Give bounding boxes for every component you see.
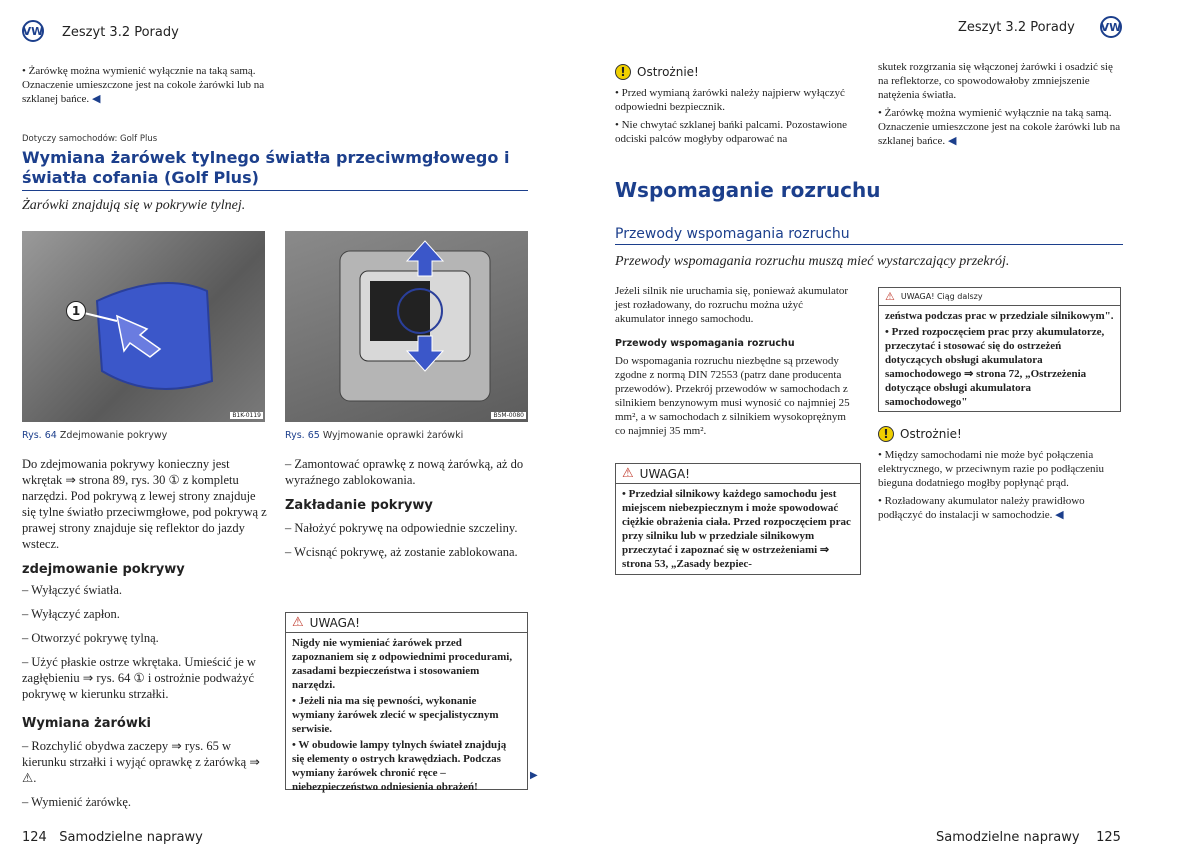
figure-65-caption: Rys. 65 Wyjmowanie oprawki żarówki: [285, 430, 464, 441]
main-title: Wspomaganie rozruchu: [615, 178, 881, 202]
step-item: – Użyć płaskie ostrze wkrętaka. Umieścić je w zagłębieniu ⇒ rys. 64 ① i ostrożnie podważyć pokrywę w kierunku strzałki.: [22, 655, 256, 701]
step-item: – Wymienić żarówkę.: [22, 795, 132, 809]
warning-continued-box: [878, 287, 1121, 412]
caution-icon: !: [615, 64, 631, 80]
figure-code: B1K-0119: [232, 412, 261, 419]
subsection-title: zdejmowanie pokrywy: [22, 562, 185, 577]
step-item: – Zamontować oprawkę z nową żarówką, aż do wyraźnego zablokowania.: [285, 457, 524, 487]
steps-list: [22, 582, 267, 702]
page-footer: Samodzielne naprawy 125: [936, 830, 1121, 845]
intro-paragraph: Do zdejmowania pokrywy konieczny jest wkrętak ⇒ strona 89, rys. 30 ① z kompletu narzędzi. Pod pokrywą z lewej strony znajduje się tylne światło przeciwmgłowe, pod pokrywą z prawej strony znajduje się reflektor do jazdy wstecz.: [22, 457, 267, 551]
figure-64: [22, 231, 265, 422]
step-item: – Wcisnąć pokrywę, aż zostanie zablokowana.: [285, 545, 518, 559]
step-item: – Rozchylić obydwa zaczepy ⇒ rys. 65 w kierunku strzałki i wyjąć oprawkę z żarówką ⇒ ⚠.: [22, 739, 260, 785]
warning-box: [615, 463, 861, 575]
caution-list: [615, 86, 860, 146]
warning-title: ⚠ UWAGA!: [616, 464, 860, 484]
warning-body: • Przedział silnikowy każdego samochodu jest miejscem niebezpiecznym i może spowodować ciężkie obrażenia ciała. Przed rozpoczęciem prac przy silniku lub w przedziale silnikowym przeczytać i zapoznać się w ostrzeżeniami ⇒ strona 53, „Zasady bezpiec-: [622, 488, 851, 570]
subsection-title: Zakładanie pokrywy: [285, 498, 433, 513]
section-title: Wymiana żarówek tylnego światła przeciwmgłowego i światła cofania (Golf Plus): [22, 148, 510, 187]
callout-1: 1: [66, 301, 86, 321]
continued-text: skutek rozgrzania się włączonej żarówki i osadzić się na reflektorze, co spowodowałoby zmniejszenie natężenia światła. • Żarówkę można wymienić wyłącznie na taką samą. Oznaczenie umieszczone jest na cokole żarówki lub na szklanej bańce. ◀: [878, 61, 1121, 147]
caution-list: [878, 448, 1121, 522]
caution-heading: ! Ostrożnie!: [615, 64, 699, 80]
step-item: – Wyłączyć światła.: [22, 583, 123, 597]
warning-triangle-icon: ⚠: [292, 615, 304, 630]
sub-heading: Przewody wspomagania rozruchu: [615, 338, 795, 349]
caution-item: • Przed wymianą żarówki należy najpierw wyłączyć odpowiedni bezpiecznik.: [615, 87, 845, 113]
warning-triangle-icon: ⚠: [885, 290, 895, 303]
page-footer: 124 Samodzielne naprawy: [22, 830, 203, 845]
page-header: Zeszyt 3.2 Porady: [62, 25, 179, 40]
vw-logo-icon: VW: [22, 20, 44, 42]
caution-item: • Między samochodami nie może być połączenia elektrycznego, w przeciwnym razie po podłączeniu bieguna dodatniego mogłby popłynąć prąd.: [878, 449, 1105, 489]
paragraph: Do wspomagania rozruchu niezbędne są przewody zgodne z normą DIN 72553 (patrz dane producenta przewodów). Przekrój przewodów w samochodach z silnikiem benzynowym musi wynosić co najmniej 25 mm², a w samochodach z silnikiem wysokoprężnym co najmniej 35 mm².: [615, 355, 850, 437]
warning-triangle-icon: ⚠: [622, 466, 634, 481]
intro-bullet: • Żarówkę można wymienić wyłącznie na taką samą. Oznaczenie umieszczone jest na cokole żarówki lub na szklanej bańce. ◀: [22, 65, 265, 105]
warning-item: • W obudowie lampy tylnych świateł znajdują się elementy o ostrych krawędziach. Podczas wymiany żarówek chronić ręce – niebezpieczeństwo odniesienia obrażeń!: [292, 739, 507, 793]
step-item: – Otworzyć pokrywę tylną.: [22, 631, 159, 645]
warning-title: ⚠ UWAGA!: [286, 613, 527, 633]
caution-item: • Rozładowany akumulator należy prawidłowo podłączyć do instalacji w samochodzie. ◀: [878, 495, 1085, 521]
caution-heading: ! Ostrożnie!: [878, 426, 962, 442]
section-subtitle: Żarówki znajdują się w pokrywie tylnej.: [22, 198, 246, 213]
warning-item: • Przed rozpoczęciem prac przy akumulatorze, przeczytać i stosować się do ostrzeżeń dotyczących obsługi akumulatora samochodowego ⇒ strona 72, „Ostrzeżenia dotyczące obsługi akumulatora samochodowego": [885, 326, 1105, 408]
warning-title: ⚠ UWAGA! Ciąg dalszy: [879, 288, 1120, 306]
section-title: Przewody wspomagania rozruchu: [615, 226, 850, 242]
warning-item: zeństwa podczas prac w przedziale silnikowym".: [885, 310, 1114, 322]
section-subtitle: Przewody wspomagania rozruchu muszą mieć wystarczający przekrój.: [615, 254, 1010, 269]
paragraph: Jeżeli silnik nie uruchamia się, ponieważ akumulator jest rozładowany, do rozruchu można użyć akumulator innego samochodu.: [615, 285, 849, 325]
applies-to: Dotyczy samochodów: Golf Plus: [22, 134, 158, 144]
step-item: – Wyłączyć zapłon.: [22, 607, 120, 621]
steps-list: [22, 738, 267, 810]
warning-box: [285, 612, 528, 793]
figure-65: [285, 231, 528, 422]
figure-64-illustration: [22, 231, 265, 422]
continue-arrow-icon: ▶: [530, 770, 538, 781]
figure-code: B5M-0080: [493, 412, 524, 419]
title-rule: [22, 190, 528, 191]
caution-item: • Nie chwytać szklanej bańki palcami. Pozostawione odciski palców mogłyby odparować na: [615, 119, 848, 145]
page-header: Zeszyt 3.2 Porady: [958, 20, 1075, 35]
section-rule: [615, 244, 1123, 245]
warning-item: Nigdy nie wymieniać żarówek przed zapoznaniem się z odpowiednimi procedurami, zasadami bezpieczeństwa i stosowaniem narzędzi.: [292, 637, 513, 691]
step-item: – Nałożyć pokrywę na odpowiednie szczeliny.: [285, 521, 518, 535]
subsection-title: Wymiana żarówki: [22, 716, 151, 731]
figure-64-caption: Rys. 64 Zdejmowanie pokrywy: [22, 430, 168, 441]
caution-icon: !: [878, 426, 894, 442]
steps-list: [285, 520, 530, 560]
warning-item: • Jeżeli nia ma się pewności, wykonanie wymiany żarówek zlecić w specjalistycznym serwisie.: [292, 695, 499, 735]
figure-65-illustration: [285, 231, 528, 422]
vw-logo-icon: VW: [1100, 16, 1122, 38]
